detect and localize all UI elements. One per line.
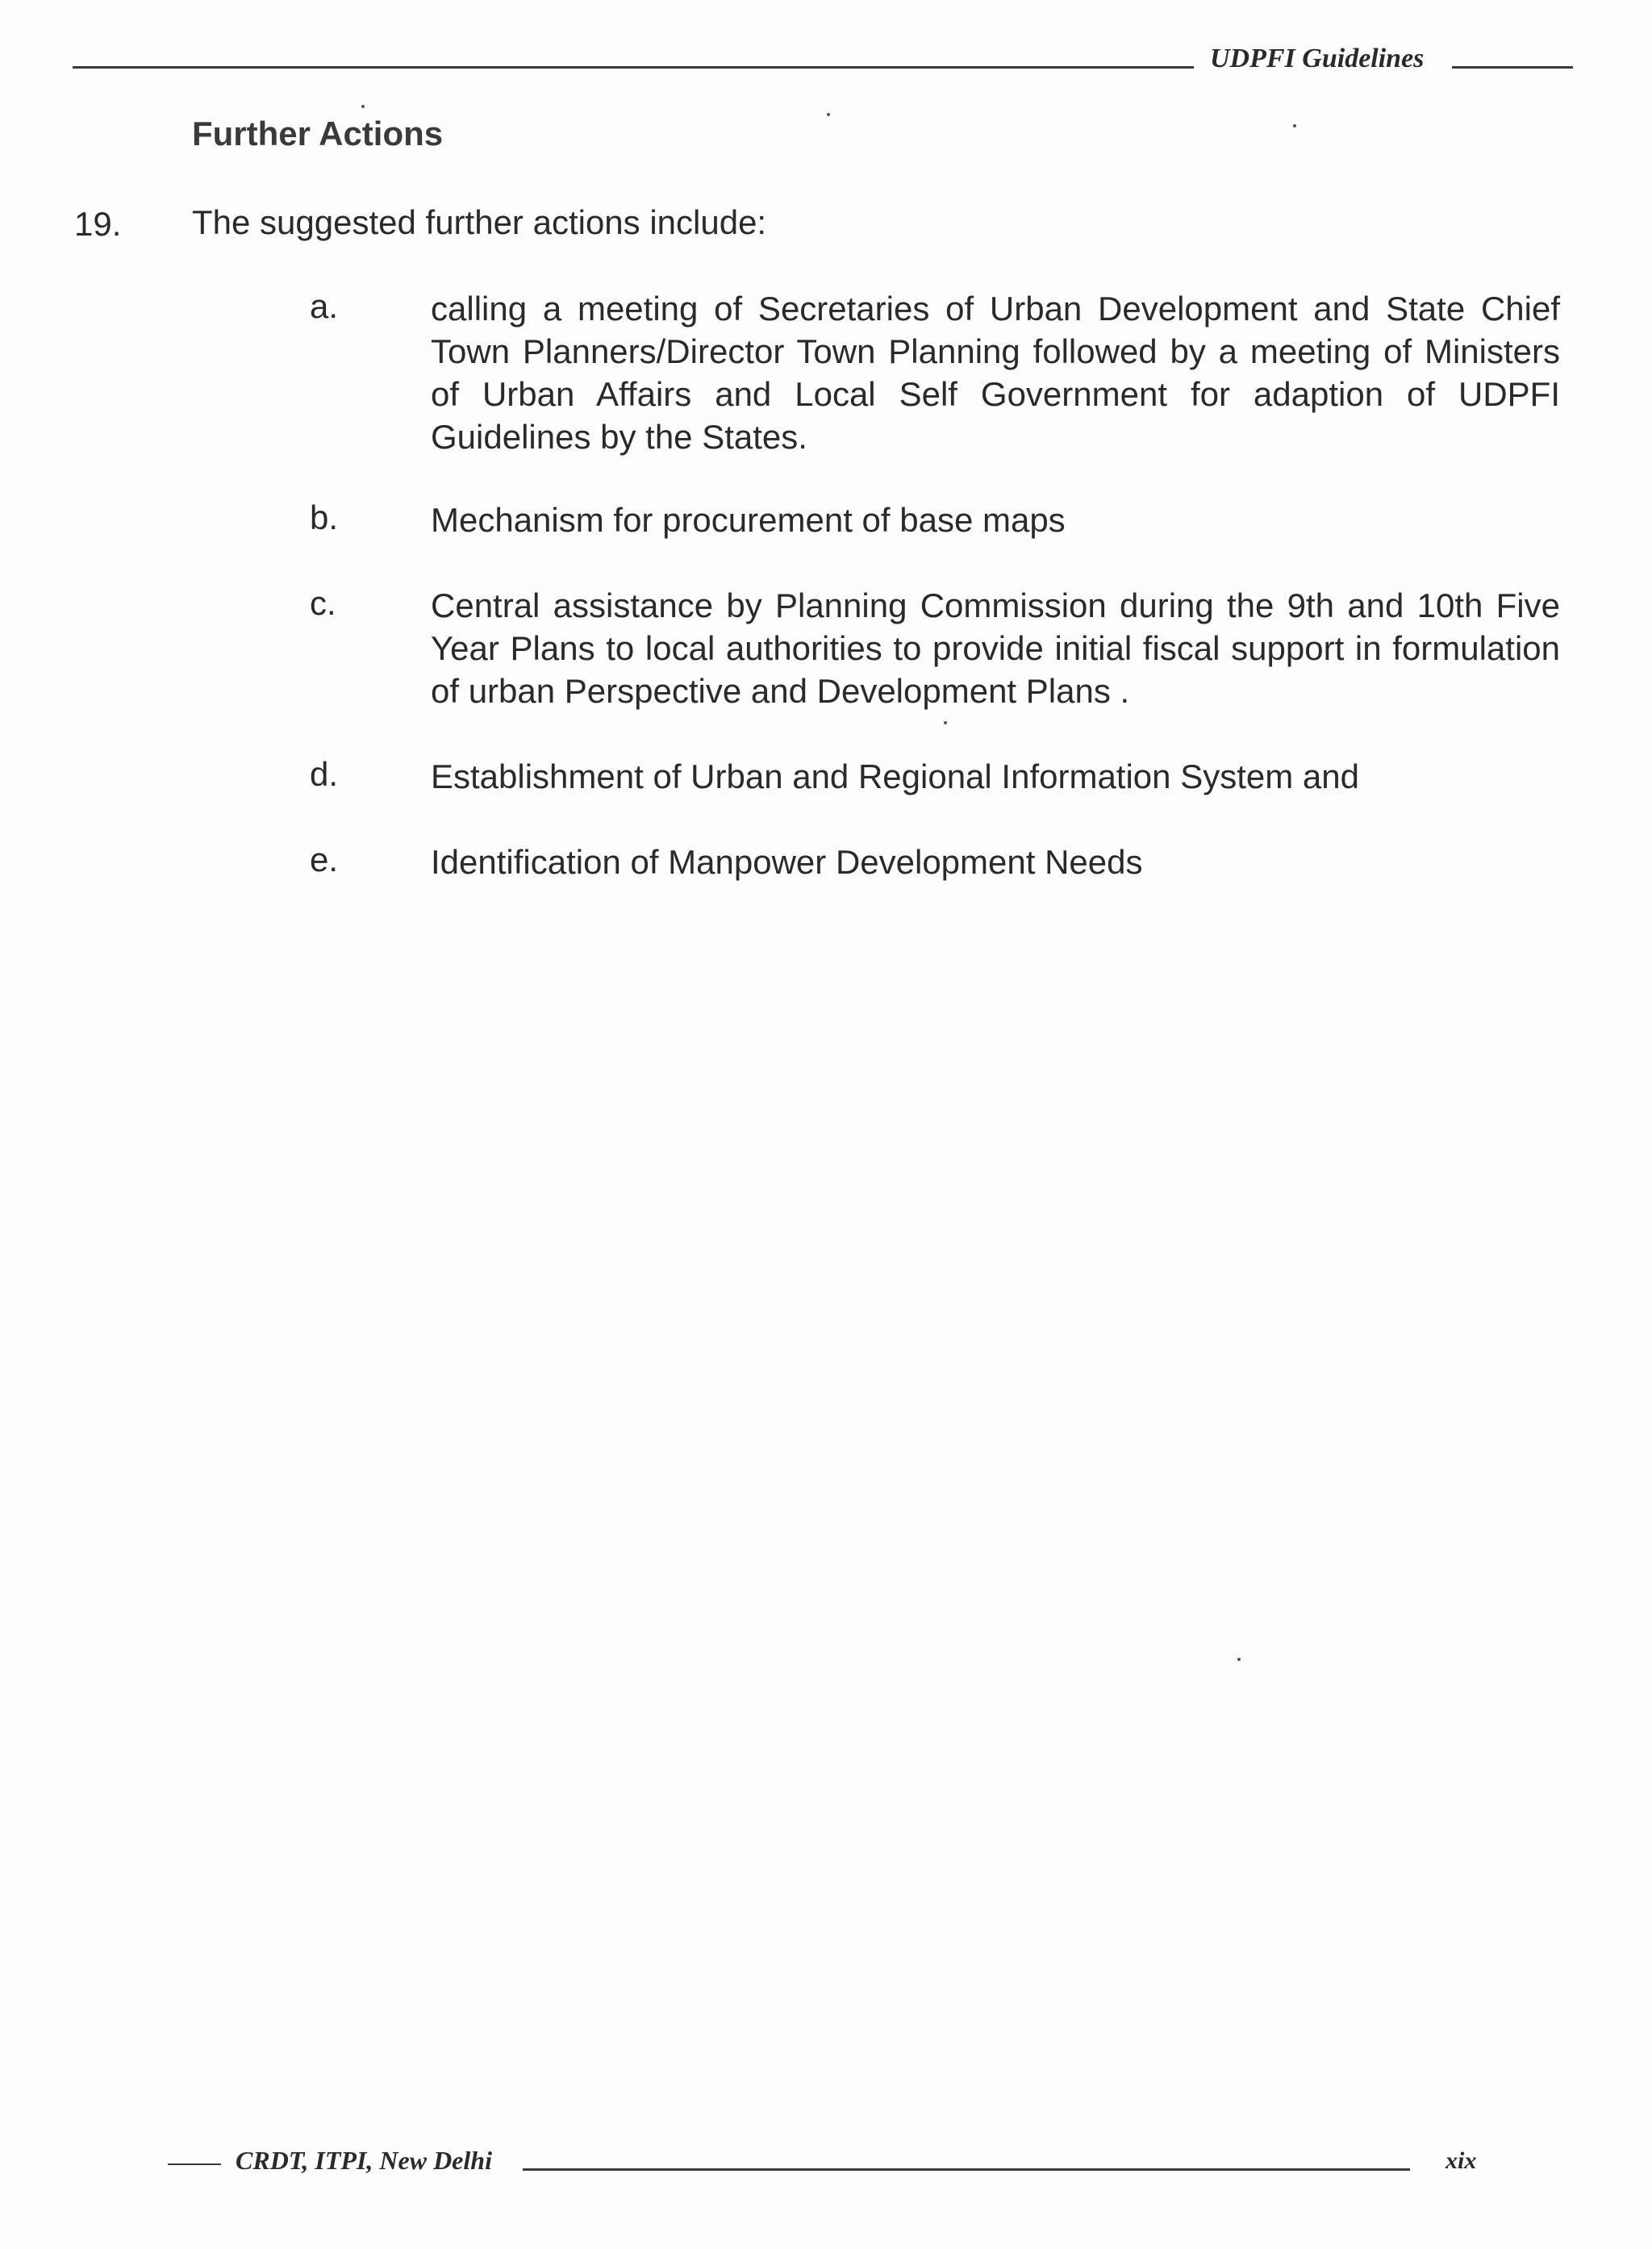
list-item-text: Mechanism for procurement of base maps (431, 501, 1066, 539)
list-item-text: Central assistance by Planning Commission during the 9th and 10th Five Year Plans to local authorities to provide initial fiscal support in formulation of urban Perspective and Development Plans . (431, 586, 1560, 710)
footer-rule (523, 2168, 1410, 2171)
list-item-label: c. (310, 584, 336, 622)
paragraph-number: 19. (74, 205, 122, 243)
list-item-label: d. (310, 755, 339, 793)
list-item-text: calling a meeting of Secretaries of Urban Development and State Chief Town Planners/Director Town Planning followed by a meeting of Ministers of Urban Affairs and Local Self Government for adaption of UDPFI Guidelines by the States. (431, 290, 1560, 456)
scan-speck (827, 113, 830, 116)
header-rule (73, 66, 1194, 69)
footer-rule-lead (168, 2163, 221, 2165)
header-rule-end (1452, 66, 1573, 69)
scan-speck (944, 721, 947, 724)
paragraph-intro: The suggested further actions include: (192, 203, 767, 241)
scan-speck (1237, 1658, 1241, 1661)
list-item-label: e. (310, 841, 339, 878)
page-number: xix (1446, 2147, 1477, 2174)
list-item-text: Identification of Manpower Development Needs (431, 843, 1143, 881)
running-header-title: UDPFI Guidelines (1210, 44, 1425, 73)
scan-speck (1293, 124, 1296, 127)
list-item-text: Establishment of Urban and Regional Information System and (431, 757, 1359, 795)
list-item-label: b. (310, 499, 339, 536)
scan-speck (361, 105, 365, 108)
list-item-label: a. (310, 287, 339, 325)
section-heading: Further Actions (192, 115, 444, 152)
footer-source: CRDT, ITPI, New Delhi (236, 2146, 492, 2175)
